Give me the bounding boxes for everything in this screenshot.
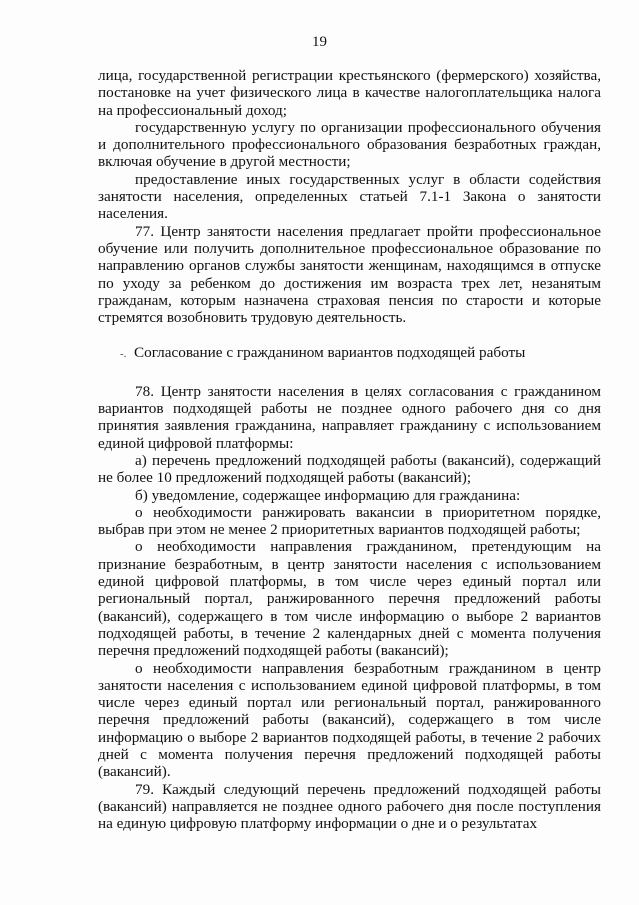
paragraph-continuation: лица, государственной регистрации крестьянского (фермерского) хозяйства, постановке на учет физического лица в качестве налогоплательщика налога на профессиональный доход; — [98, 67, 601, 119]
paragraph-job-seeker-list: о необходимости направления гражданином, претендующим на признание безработным, в центр занятости населения с использованием единой цифровой платформы, в том числе через единый портал или региональный портал, ранжированного перечня предложений работы (вакансий), содержащего в том числе информацию о выборе 2 вариантов подходящей работы, в течение 2 календарных дней с момента получения перечня предложений подходящей работы (вакансий); — [98, 538, 601, 660]
paragraph-other-services: предоставление иных государственных услуг в области содействия занятости населения, определенных статьей 7.1-1 Закона о занятости населения. — [98, 170, 601, 223]
paragraph-ranking: о необходимости ранжировать вакансии в приоритетном порядке, выбрав при этом не менее 2 приоритетных вариантов подходящей работы; — [98, 503, 601, 539]
paragraph-professional-training-service: государственную услугу по организации профессионального обучения и дополнительного профессионального образования безработных граждан, включая обучение в другой местности; — [98, 118, 601, 171]
page-number: 19 — [312, 34, 327, 50]
scan-mark-icon: -. — [120, 348, 127, 361]
paragraph-77: 77. Центр занятости населения предлагает пройти профессиональное обучение или получить дополнительное профессиональное образование по направлению органов службы занятости женщинам, находящимся в отпуске по уходу за ребенком до достижения им возраста трех лет, незанятым гражданам, которым назначена страховая пенсия по старости и которые стремятся возобновить трудовую деятельность. — [98, 222, 601, 327]
paragraph-78-b: б) уведомление, содержащее информацию для гражданина: — [135, 486, 521, 504]
paragraph-78: 78. Центр занятости населения в целях согласования с гражданином вариантов подходящей работы не позднее одного рабочего дня со дня принятия заявления гражданина, направляет гражданину с использованием единой цифровой платформы: — [98, 382, 601, 452]
section-heading — [98, 344, 601, 363]
paragraph-79: 79. Каждый следующий перечень предложений подходящей работы (вакансий) направляется не позднее одного рабочего дня после поступления на единую цифровую платформу информации о дне и о результатах — [98, 780, 601, 833]
paragraph-78-a: а) перечень предложений подходящей работы (вакансий), содержащий не более 10 предложений подходящей работы (вакансий); — [98, 451, 601, 487]
section-heading-text: Согласование с гражданином вариантов подходящей работы — [134, 344, 526, 362]
document-body — [98, 67, 601, 832]
paragraph-unemployed-list: о необходимости направления безработным гражданином в центр занятости населения с использованием единой цифровой платформы, в том числе через единый портал или региональный портал, ранжированного перечня предложений работы (вакансий), содержащего в том числе информацию о выборе 2 вариантов подходящей работы, в течение 2 рабочих дней с момента получения перечня предложений подходящей работы (вакансий). — [98, 659, 601, 781]
